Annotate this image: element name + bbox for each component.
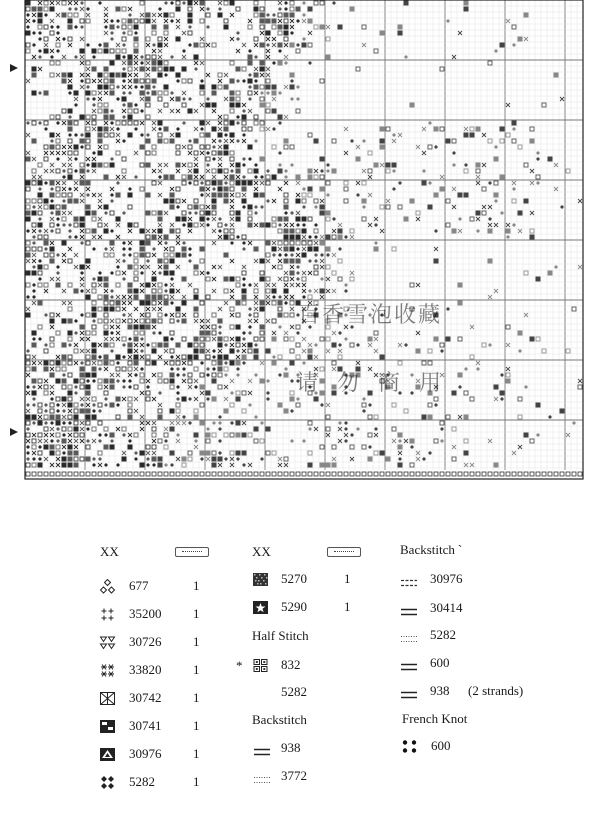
- col1-count: 1: [193, 690, 200, 705]
- double-line-icon: [253, 744, 271, 754]
- col1-code: 30726: [129, 634, 162, 649]
- backstitch-2-note: (2 strands): [468, 683, 524, 698]
- col1-header: XX: [100, 544, 119, 559]
- col2-count: 1: [344, 571, 351, 586]
- watermark-line-2: 请 勿 商 用: [296, 371, 447, 396]
- backstitch-1-code: 938: [281, 740, 301, 755]
- dashed-double-line-icon: [400, 575, 418, 585]
- col1-header-box: [175, 547, 209, 557]
- down-triangle-icon: [99, 635, 116, 650]
- col1-code: 5282: [129, 774, 155, 789]
- plus-pairs-icon: [99, 607, 116, 622]
- col1-count: 1: [193, 578, 200, 593]
- dark-half-block-icon: [99, 719, 116, 734]
- backstitch-title-2: [400, 542, 462, 558]
- four-square-icon: [252, 658, 269, 673]
- col1-count: 1: [193, 606, 200, 621]
- col1-code: 677: [129, 578, 149, 593]
- col1-count: 1: [193, 662, 200, 677]
- four-dot-icon: [401, 739, 418, 754]
- col1-code: 30742: [129, 690, 162, 705]
- x-box-icon: [99, 691, 116, 706]
- solid-double-line-icon: [400, 687, 418, 697]
- half-stitch-code: 832: [281, 657, 301, 672]
- asterisk-pairs-icon: [99, 663, 116, 678]
- col1-code: 35200: [129, 606, 162, 621]
- col1-count: 1: [193, 634, 200, 649]
- backstitch-title-2-text: Backstitch: [400, 542, 455, 557]
- half-stitch-code: 5282: [281, 684, 307, 699]
- backstitch-tick: `: [457, 542, 463, 557]
- col1-code: 33820: [129, 662, 162, 677]
- solid-double-line-icon: [400, 659, 418, 669]
- col1-count: 1: [193, 718, 200, 733]
- watermark-line-1: 百香雪泡收藏: [298, 303, 443, 328]
- backstitch-title-1: Backstitch: [252, 712, 307, 727]
- backstitch-2-code: 30976: [430, 571, 463, 586]
- col1-count: 1: [193, 746, 200, 761]
- half-stitch-title: Half Stitch: [252, 628, 309, 643]
- french-knot-title: French Knot: [402, 711, 468, 726]
- solid-double-line-icon: [400, 604, 418, 614]
- diamond-pairs-icon: [99, 579, 116, 594]
- dotted-double-line-icon: [400, 631, 418, 641]
- dark-triangle-block-icon: [99, 747, 116, 762]
- backstitch-2-code: 938: [430, 683, 450, 698]
- col2-header-box: [327, 547, 361, 557]
- backstitch-2-code: 30414: [430, 600, 463, 615]
- textured-block-icon: [252, 572, 269, 587]
- backstitch-2-code: 5282: [430, 627, 456, 642]
- col1-code: 30976: [129, 746, 162, 761]
- backstitch-2-code: 600: [430, 655, 450, 670]
- col1-count: 1: [193, 774, 200, 789]
- star-block-icon: [252, 600, 269, 615]
- col2-header: XX: [252, 544, 271, 559]
- french-knot-code: 600: [431, 738, 451, 753]
- half-stitch-marker: *: [236, 658, 243, 673]
- four-diamond-icon: [99, 775, 116, 790]
- col2-code: 5270: [281, 571, 307, 586]
- col2-code: 5290: [281, 599, 307, 614]
- backstitch-1-code: 3772: [281, 768, 307, 783]
- dotted-double-line-icon: [253, 772, 271, 782]
- col2-count: 1: [344, 599, 351, 614]
- col1-code: 30741: [129, 718, 162, 733]
